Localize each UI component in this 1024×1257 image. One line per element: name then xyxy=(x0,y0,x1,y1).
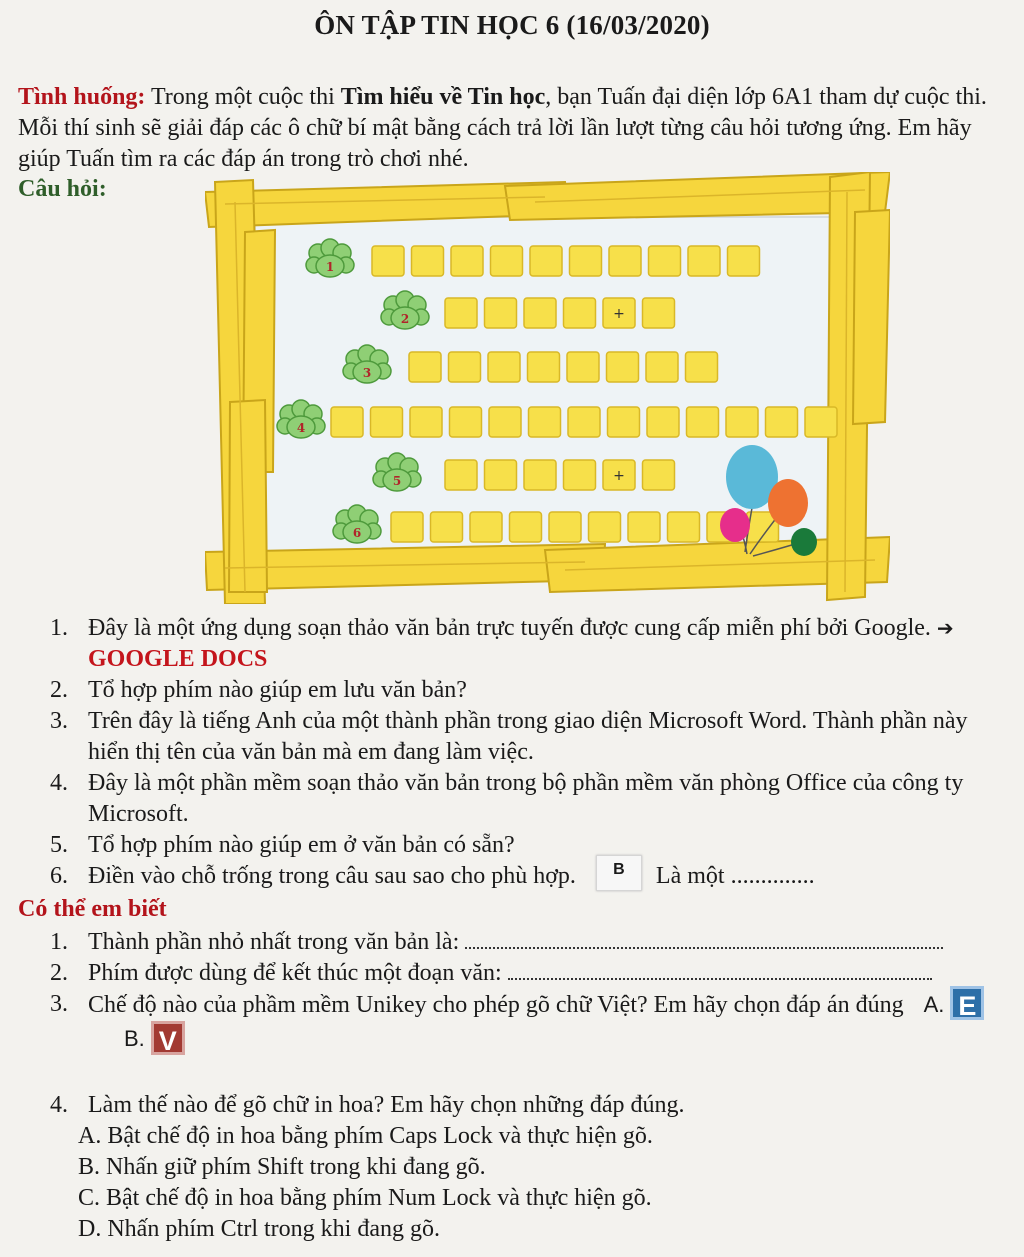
balloon-pink xyxy=(720,508,750,542)
know-text: Chế độ nào của phầm mềm Unikey cho phép gõ chữ Việt? Em hãy chọn đáp án đúng xyxy=(88,992,904,1018)
puzzle-cell[interactable] xyxy=(410,407,442,437)
question-text: Trên đây là tiếng Anh của một thành phần trong giao diện Microsoft Word. Thành phần này hiển thị tên của văn bản mà em đang làm việc. xyxy=(88,708,968,765)
did-you-know-list xyxy=(50,927,1010,1245)
puzzle-cell[interactable] xyxy=(568,407,600,437)
row-number-label: 2 xyxy=(400,312,410,326)
know-number: 3. xyxy=(50,991,68,1017)
puzzle-cell[interactable] xyxy=(528,352,560,382)
row-number-label: 6 xyxy=(352,526,362,540)
puzzle-cell[interactable] xyxy=(766,407,798,437)
contest-name: Tìm hiểu về Tin học xyxy=(340,84,546,110)
question-number: 3. xyxy=(50,708,68,734)
puzzle-cell[interactable] xyxy=(489,407,521,437)
know-item-1 xyxy=(50,927,1010,958)
unikey-e-icon: E xyxy=(950,986,984,1020)
option-item: C. Bật chế độ in hoa bằng phím Num Lock và thực hiện gõ. xyxy=(78,1184,652,1211)
intro-text-b: , bạn Tuấn đại diện lớp 6A1 tham dự cuộc thi. Mỗi thí sinh sẽ giải đáp các ô chữ bí mật bằng cách trả lời lần lượt từng câu hỏi tương ứng. Em hãy giúp Tuấn tìm ra các đáp án trong trò chơi nhé. xyxy=(18,84,987,172)
questions-label: Câu hỏi: xyxy=(18,176,107,202)
option-b-label: B. xyxy=(124,1026,145,1052)
row-number-label: 3 xyxy=(362,366,372,380)
question-text: Đây là một ứng dụng soạn thảo văn bản trực tuyến được cung cấp miễn phí bởi Google. xyxy=(88,615,937,641)
crossword-board-svg xyxy=(205,172,890,604)
puzzle-cell[interactable] xyxy=(589,512,621,542)
question-number: 2. xyxy=(50,677,68,703)
crossword-board xyxy=(205,172,890,604)
puzzle-cell[interactable] xyxy=(449,352,481,382)
puzzle-cell[interactable] xyxy=(608,407,640,437)
option-item: D. Nhấn phím Ctrl trong khi đang gõ. xyxy=(78,1215,440,1242)
puzzle-cell[interactable] xyxy=(331,407,363,437)
know-item-4 xyxy=(50,1090,1010,1121)
puzzle-cell[interactable] xyxy=(450,407,482,437)
option-item: B. Nhấn giữ phím Shift trong khi đang gõ. xyxy=(78,1153,486,1180)
know-item-2 xyxy=(50,958,1010,989)
spacer xyxy=(50,1058,1010,1090)
puzzle-cell[interactable] xyxy=(643,298,675,328)
puzzle-cell[interactable] xyxy=(628,512,660,542)
puzzle-cell[interactable] xyxy=(470,512,502,542)
puzzle-cell[interactable] xyxy=(409,352,441,382)
puzzle-cell[interactable] xyxy=(647,407,679,437)
situation-label: Tình huống: xyxy=(18,84,146,110)
intro-text-a: Trong một cuộc thi xyxy=(145,84,341,110)
intro-paragraph xyxy=(18,82,1008,175)
puzzle-cell[interactable] xyxy=(567,352,599,382)
question-list xyxy=(50,613,1010,897)
puzzle-cell[interactable] xyxy=(564,298,596,328)
cell-mark: + xyxy=(613,468,625,484)
puzzle-cell[interactable] xyxy=(391,512,423,542)
puzzle-cell[interactable] xyxy=(372,246,404,276)
puzzle-cell[interactable] xyxy=(524,460,556,490)
puzzle-cell[interactable] xyxy=(570,246,602,276)
answer-blank xyxy=(465,946,943,949)
puzzle-cell[interactable] xyxy=(510,512,542,542)
know-text: Phím được dùng để kết thúc một đoạn văn: xyxy=(88,960,508,986)
know-number: 2. xyxy=(50,960,68,986)
puzzle-cell[interactable] xyxy=(643,460,675,490)
puzzle-cell[interactable] xyxy=(549,512,581,542)
cell-mark: + xyxy=(613,306,625,322)
row-number-label: 5 xyxy=(392,474,402,488)
puzzle-cell[interactable] xyxy=(564,460,596,490)
question-item-4 xyxy=(50,768,1010,830)
question-number: 6. xyxy=(50,863,68,889)
question-text: Đây là một phần mềm soạn thảo văn bản trong bộ phần mềm văn phòng Office của công ty Microsoft. xyxy=(88,770,964,827)
puzzle-cell[interactable] xyxy=(445,460,477,490)
puzzle-cell[interactable] xyxy=(485,298,517,328)
puzzle-cell[interactable] xyxy=(649,246,681,276)
puzzle-cell[interactable] xyxy=(445,298,477,328)
puzzle-cell[interactable] xyxy=(371,407,403,437)
puzzle-cell[interactable] xyxy=(687,407,719,437)
puzzle-cell[interactable] xyxy=(529,407,561,437)
answer-blank xyxy=(508,977,932,980)
question-number: 5. xyxy=(50,832,68,858)
puzzle-cell[interactable] xyxy=(412,246,444,276)
question-item-5 xyxy=(50,830,1010,861)
know-text: Làm thế nào để gõ chữ in hoa? Em hãy chọn những đáp đúng. xyxy=(88,1091,685,1118)
question-item-1 xyxy=(50,613,1010,675)
option-item: A. Bật chế độ in hoa bằng phím Caps Lock và thực hiện gõ. xyxy=(78,1122,653,1149)
puzzle-cell[interactable] xyxy=(609,246,641,276)
puzzle-cell[interactable] xyxy=(668,512,700,542)
arrow-right-icon: ➔ xyxy=(936,616,954,640)
question-item-3 xyxy=(50,706,1010,768)
question-text: Điền vào chỗ trống trong câu sau sao cho phù hợp. xyxy=(88,863,576,889)
puzzle-cell[interactable] xyxy=(451,246,483,276)
know-text: Thành phần nhỏ nhất trong văn bản là: xyxy=(88,929,466,955)
option-a-label: A. xyxy=(923,992,945,1017)
puzzle-cell[interactable] xyxy=(488,352,520,382)
row-number-label: 1 xyxy=(325,260,335,274)
know-item-3 xyxy=(50,989,1010,1058)
row-number-label: 4 xyxy=(296,421,306,435)
page-title: ÔN TẬP TIN HỌC 6 (16/03/2020) xyxy=(314,10,710,40)
question-tail: Là một .............. xyxy=(655,863,815,889)
answer-google-docs: GOOGLE DOCS xyxy=(88,646,268,672)
unikey-v-icon: V xyxy=(151,1021,185,1055)
know-number: 4. xyxy=(50,1091,68,1118)
puzzle-cell[interactable] xyxy=(728,246,760,276)
know-number: 1. xyxy=(50,929,68,955)
puzzle-cell[interactable] xyxy=(530,246,562,276)
puzzle-cell[interactable] xyxy=(688,246,720,276)
puzzle-cell[interactable] xyxy=(646,352,678,382)
know-item-4-options xyxy=(50,1121,1010,1245)
did-you-know-label: Có thể em biết xyxy=(18,896,167,922)
question-number: 4. xyxy=(50,770,68,796)
puzzle-cell[interactable] xyxy=(726,407,758,437)
question-item-2 xyxy=(50,675,1010,706)
puzzle-cell[interactable] xyxy=(524,298,556,328)
puzzle-cell[interactable] xyxy=(491,246,523,276)
question-number: 1. xyxy=(50,615,68,641)
balloon-orange xyxy=(768,479,808,527)
puzzle-cell[interactable] xyxy=(485,460,517,490)
puzzle-cell[interactable] xyxy=(607,352,639,382)
question-item-6 xyxy=(50,861,1010,897)
puzzle-cell[interactable] xyxy=(431,512,463,542)
balloon-green xyxy=(791,528,817,556)
question-text: Tổ hợp phím nào giúp em ở văn bản có sẵn? xyxy=(88,832,515,858)
puzzle-cell[interactable] xyxy=(805,407,837,437)
bold-button-icon: B xyxy=(596,855,642,891)
puzzle-cell[interactable] xyxy=(686,352,718,382)
question-text: Tổ hợp phím nào giúp em lưu văn bản? xyxy=(88,677,467,703)
